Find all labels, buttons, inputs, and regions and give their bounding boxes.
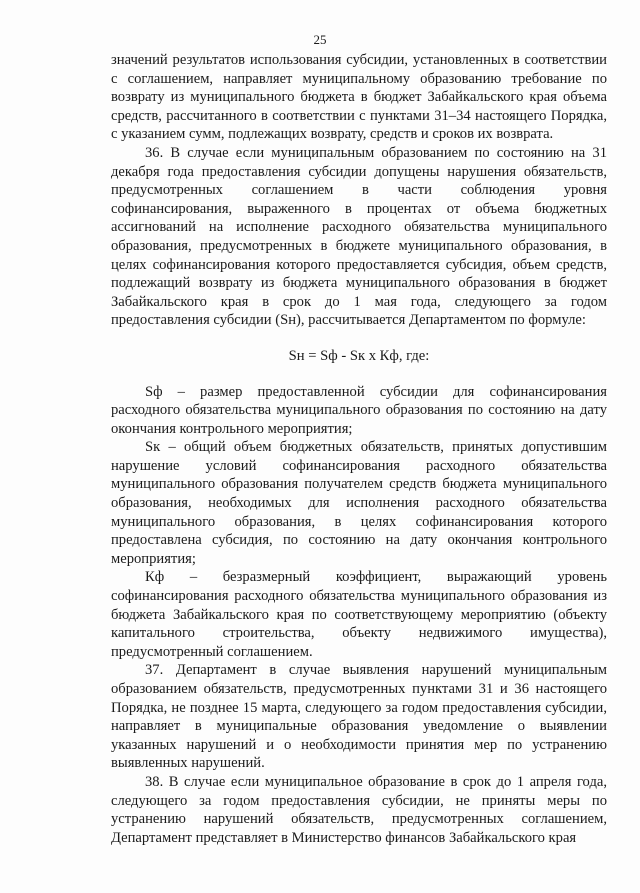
page-number: 25 [313, 32, 327, 47]
document-body [111, 51, 607, 847]
paragraph-continuation: значений результатов использования субсидии, установленных в соответствии с соглашением, направляет муниципальному образованию требование по возврату из муниципального бюджета в бюджет Забайкальского края объема средств, рассчитанного в соответствии с пунктами 31–34 настоящего Порядка, с указанием сумм, подлежащих возврату, средств и сроков их возврата. [111, 52, 607, 143]
definition-sf: Sф – размер предоставленной субсидии для софинансирования расходного обязательства муниципального образования по состоянию на дату окончания контрольного мероприятия; [111, 383, 607, 437]
formula: Sн = Sф - Sк х Кф, где: [288, 347, 430, 364]
paragraph-38: 38. В случае если муниципальное образование в срок до 1 апреля года, следующего за годом предоставления субсидии, не приняты меры по устранению нарушений обязательств, предусмотренных соглашением, Департамент представляет в Министерство финансов Забайкальского края [111, 773, 607, 846]
paragraph-36: 36. В случае если муниципальным образованием по состоянию на 31 декабря года предоставления субсидии допущены нарушения обязательств, предусмотренных соглашением в части соблюдения уровня софинансирования, выраженного в процентах от объема бюджетных ассигнований на исполнение расходного обязательства муниципального образования, предусмотренных в бюджете муниципального образования, в целях софинансирования которого предоставляется субсидия, объем средств, подлежащий возврату из бюджета муниципального образования в бюджет Забайкальского края в срок до 1 мая года, следующего за годом предоставления субсидии (Sн), рассчитывается Департаментом по формуле: [111, 144, 607, 329]
definition-kf: Кф – безразмерный коэффициент, выражающий уровень софинансирования расходного обязательства муниципального образования из бюджета Забайкальского края по соответствующему мероприятию (объекту капитального строительства, объекту недвижимого имущества), предусмотренный соглашением. [111, 569, 607, 660]
paragraph-37: 37. Департамент в случае выявления нарушений муниципальным образованием обязательств, предусмотренных пунктами 31 и 36 настоящего Порядка, не позднее 15 марта, следующего за годом предоставления субсидии, направляет в муниципальные образования уведомление о выявлении указанных нарушений и о необходимости принятия мер по устранению выявленных нарушений. [111, 662, 607, 772]
definition-sk: Sк – общий объем бюджетных обязательств, принятых допустившим нарушение условий софинансирования расходного обязательства муниципального образования получателем средств бюджета муниципального образования, необходимых для исполнения расходного обязательства муниципального образования, в целях софинансирования которого предоставлена субсидия, по состоянию на дату окончания контрольного мероприятия; [111, 439, 607, 567]
